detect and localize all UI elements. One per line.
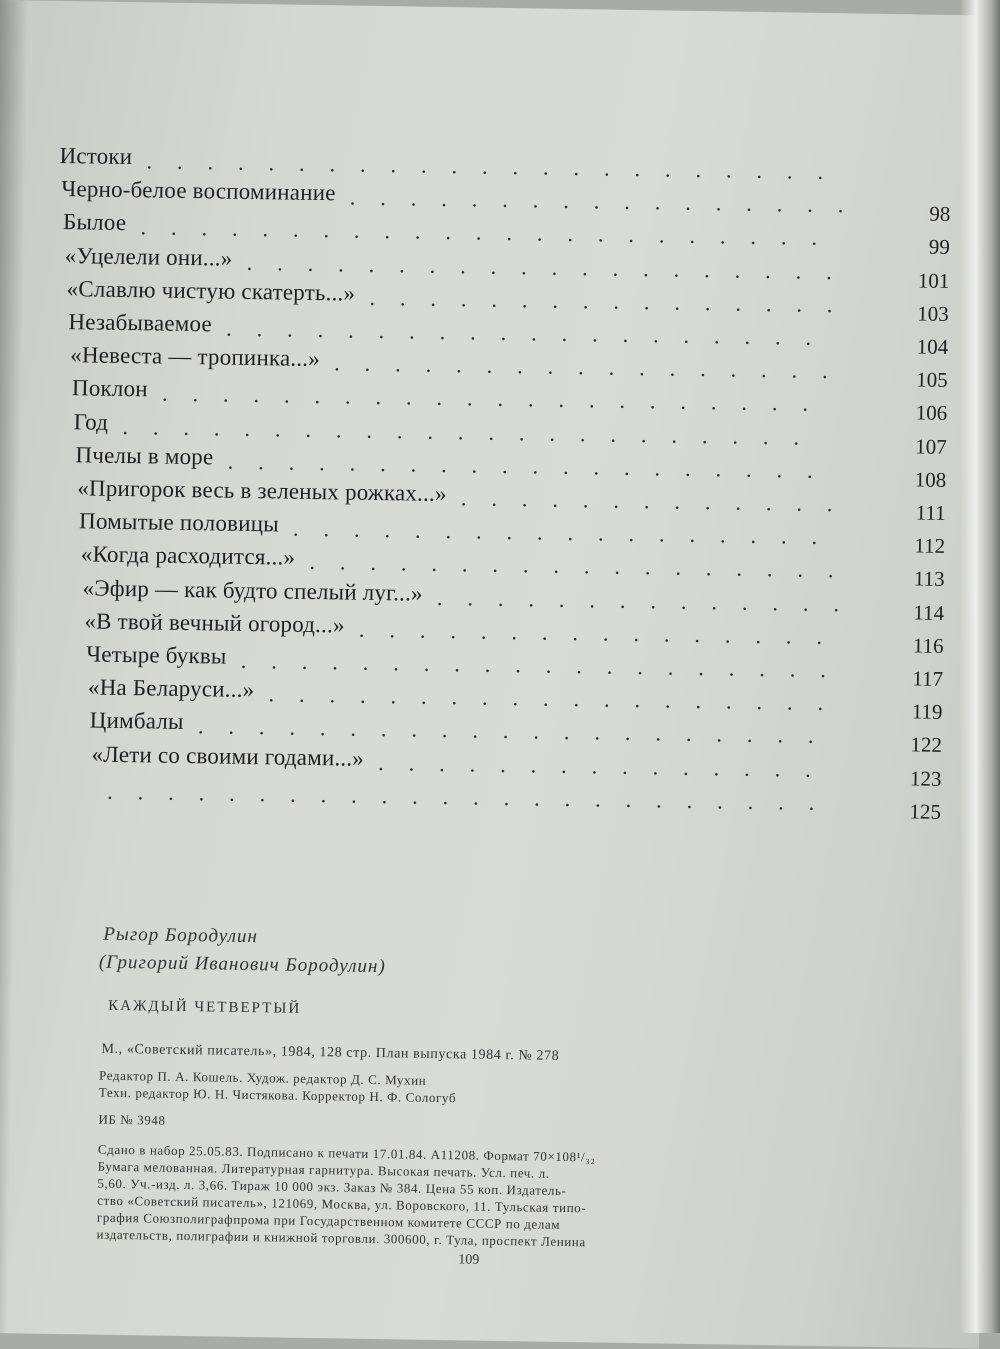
toc-dot-leader: ................... <box>268 681 849 716</box>
toc-dot-leader: .................... <box>226 315 837 351</box>
toc-entry-title: Черно-белое воспоминание <box>61 176 336 206</box>
toc-entry-page: 111 <box>915 500 946 525</box>
tech-editor-line: Техн. редактор Ю. Н. Чистякова. Корректор Н. Ф. Сологуб <box>98 1084 457 1106</box>
toc-dot-leader: ..................... <box>197 713 839 749</box>
toc-entry-page: 101 <box>917 268 950 293</box>
ib-number: ИБ № 3948 <box>98 1111 166 1128</box>
toc-entry-title: «В твой вечный огород...» <box>84 608 345 638</box>
toc-entry-title: Былое <box>62 209 127 236</box>
toc-entry-title: Цимбалы <box>89 707 184 735</box>
toc-entry-title: Истоки <box>59 142 133 170</box>
toc-dot-leader: .................... <box>227 448 838 484</box>
print-line-1: Сдано в набор 25.05.83. Подписано к печати 17.01.84. А11208. Формат 70×108¹/₃₂ <box>97 1141 596 1165</box>
print-line-4: ство «Советский писатель», 121069, Москва, ул. Воровского, 11. Тульская типо- <box>97 1192 587 1216</box>
toc-dot-leader: ................. <box>334 350 853 384</box>
page-number: 109 <box>458 1252 480 1268</box>
toc-entry-title: «Лети со своими годами...» <box>91 741 365 771</box>
toc-entry-title: «Уцелели они...» <box>64 242 233 271</box>
toc-dot-leader: ................. <box>349 184 869 218</box>
toc-entry-page: 107 <box>915 434 947 459</box>
toc-entry-page: 116 <box>912 633 944 658</box>
toc-entry-page: 112 <box>914 533 946 559</box>
toc-dot-leader: .................. <box>309 549 859 583</box>
toc-entry-page: 114 <box>913 600 945 625</box>
toc-entry-page: 105 <box>916 367 948 393</box>
toc-dot-leader: .................... <box>246 249 857 285</box>
toc-entry-page: 99 <box>928 235 951 260</box>
book-title: КАЖДЫЙ ЧЕТВЕРТЫЙ <box>108 997 302 1017</box>
toc-dot-leader: ....................... <box>140 214 843 251</box>
author-full-name: (Григорий Иванович Бородулин) <box>98 951 386 978</box>
toc-entry-page: 117 <box>912 666 944 691</box>
toc-dot-leader: .................. <box>292 515 843 550</box>
toc-dot-leader: ............. <box>460 485 858 517</box>
toc-dot-leader: ............... <box>378 749 836 782</box>
toc-entry-title: «Славлю чистую скатерть...» <box>66 275 356 306</box>
toc-entry-title: «На Беларуси...» <box>87 674 255 703</box>
print-line-2: Бумага мелованная. Литературная гарнитура. Высокая печать. Усл. печ. л. <box>97 1158 550 1181</box>
print-line-6: издательств, полиграфии и книжной торговли. 300600, г. Тула, проспект Ленина <box>96 1226 586 1250</box>
toc-entry-title: Поклон <box>71 375 148 402</box>
toc-dot-leader: ........................ <box>107 778 840 816</box>
toc-entry-title: Пчелы в море <box>75 442 214 470</box>
toc-dot-leader: ................ <box>369 284 858 318</box>
toc-dot-leader: ...................... <box>161 380 834 417</box>
toc-dot-leader: .............. <box>436 584 865 617</box>
toc-entry-page: 122 <box>910 732 943 758</box>
toc-dot-leader: .................... <box>240 647 852 683</box>
toc-entry-title: Четыре буквы <box>86 641 227 669</box>
toc-entry-page: 123 <box>909 765 942 791</box>
toc-entry-title: «Пригорок весь в зеленых рожках...» <box>77 475 447 507</box>
toc-dot-leader: ................ <box>358 616 848 650</box>
toc-entry-page: 106 <box>915 400 948 426</box>
toc-entry-title: Незабываемое <box>68 309 213 337</box>
toc-entry-page: 103 <box>917 301 949 326</box>
toc-entry-page: 125 <box>909 799 942 824</box>
print-line-3: 5,60. Уч.-изд. л. 3,66. Тираж 10 000 экз. Заказ № 384. Цена 55 коп. Издатель- <box>97 1175 567 1199</box>
print-line-5: графия Союзполиграфпрома при Государственном комитете СССР по делам <box>96 1209 561 1232</box>
toc-entry-title: «Невеста — тропинка...» <box>70 342 321 372</box>
toc-entry-page: 104 <box>916 334 949 359</box>
toc-dot-leader: ....................... <box>146 148 849 185</box>
author-name: Рыгор Бородулин <box>103 923 259 948</box>
publisher-line: М., «Советский писатель», 1984, 128 стр. План выпуска 1984 г. № 278 <box>101 1041 560 1064</box>
page-right-edge-shadow <box>960 0 1000 1333</box>
toc-entry-title: Помытые половицы <box>78 508 280 537</box>
toc-entry-page: 113 <box>913 566 945 592</box>
toc-entry-title: Год <box>73 408 109 435</box>
editor-line: Редактор П. А. Кошель. Худож. редактор Д. С. Мухин <box>99 1067 427 1088</box>
toc-entry-page: 119 <box>911 699 943 725</box>
toc-entry-page: 98 <box>929 201 951 227</box>
toc-entry-page: 108 <box>914 467 947 492</box>
toc-entry-title: «Эфир — как будто спелый луг...» <box>82 574 423 606</box>
toc-entry-title: «Когда расходится...» <box>80 541 296 571</box>
toc-dot-leader: ....................... <box>122 413 825 450</box>
